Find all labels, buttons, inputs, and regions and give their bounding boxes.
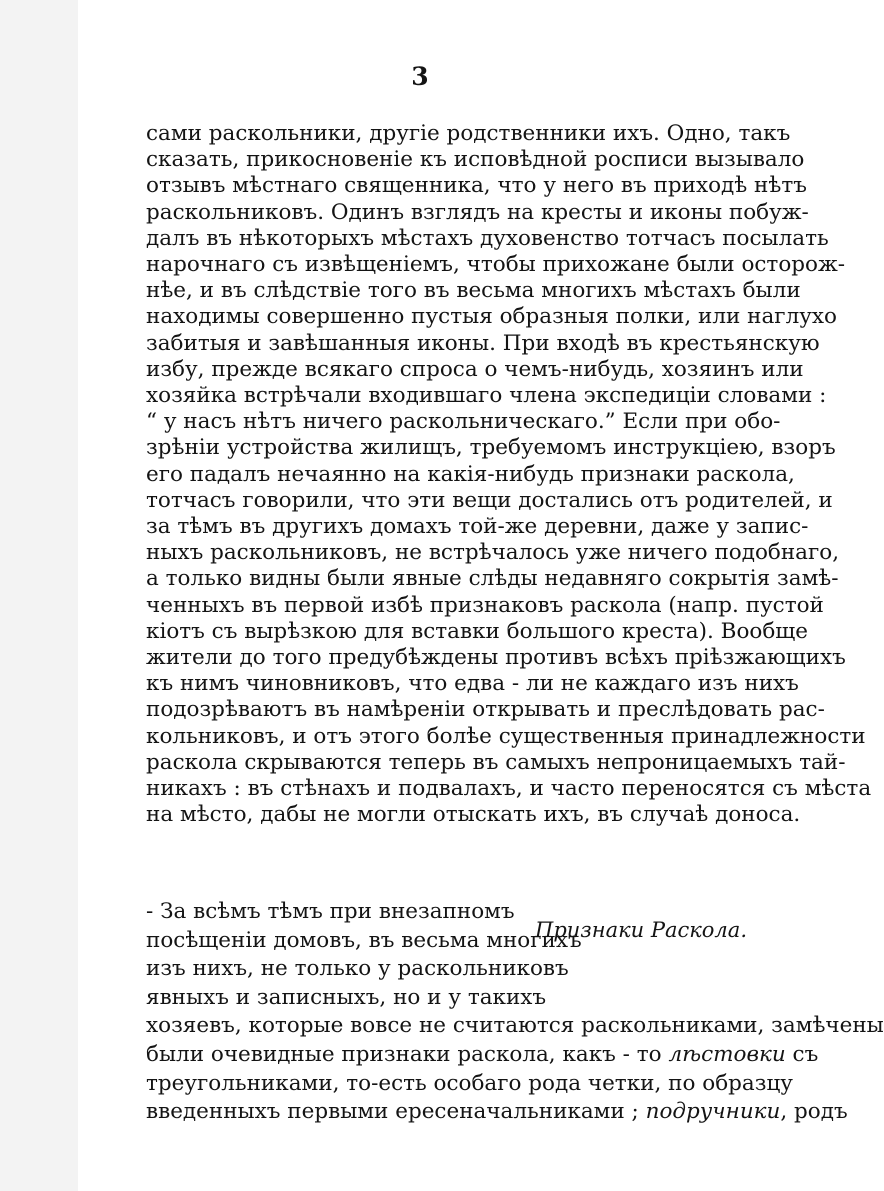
- text-line: кольниковъ, и отъ этого болѣе существенныя принадлежности: [146, 723, 866, 749]
- text-line: тотчасъ говорили, что эти вещи достались отъ родителей, и: [146, 487, 833, 513]
- text-line: [146, 1070, 793, 1099]
- page-number: 3: [411, 62, 429, 91]
- italic-term: подручники: [645, 1099, 781, 1125]
- text-line: “ у насъ нѣтъ ничего раскольническаго.” Если при обо-: [146, 409, 781, 435]
- text-line: къ нимъ чиновниковъ, что едва - ли не каждаго изъ нихъ: [146, 671, 799, 697]
- text-line: жители до того предубѣждены противъ всѣхъ пріѣзжающихъ: [146, 645, 846, 671]
- text-line: ныхъ раскольниковъ, не встрѣчалось уже ничего подобнаго,: [146, 540, 840, 566]
- text-line: зрѣніи устройства жилищъ, требуемомъ инструкціею, взоръ: [146, 435, 836, 461]
- text-line: изъ нихъ, не только у раскольниковъ: [146, 956, 569, 982]
- text-line: его падалъ нечаянно на какія-нибудь признаки раскола,: [146, 461, 795, 487]
- text-line: [146, 1012, 884, 1041]
- text-line: избу, прежде всякаго спроса о чемъ-нибудь, хозяинъ или: [146, 356, 804, 382]
- text-line: посѣщеніи домовъ, въ весьма многихъ: [146, 927, 582, 953]
- text-run: хозяевъ, которые вовсе не считаются раскольниками, замѣчены: [146, 1013, 884, 1039]
- text-line: нѣе, и въ слѣдствіе того въ весьма многихъ мѣстахъ были: [146, 278, 801, 304]
- text-run: введенныхъ первыми ересеначальниками ;: [146, 1099, 646, 1125]
- text-line: отзывъ мѣстнаго священника, что у него въ приходѣ нѣтъ: [146, 173, 807, 199]
- text-line: нарочнаго съ извѣщеніемъ, чтобы прихожане были осторож-: [146, 252, 846, 278]
- scan-margin: [0, 0, 78, 1191]
- text-line: [146, 1041, 819, 1070]
- text-line: сказать, прикосновеніе къ исповѣдной росписи вызывало: [146, 147, 805, 173]
- text-line: раскола скрываются теперь въ самыхъ непроницаемыхъ тай-: [146, 749, 846, 775]
- text-run: , родъ: [780, 1099, 848, 1125]
- paragraph-body: [146, 121, 872, 828]
- text-line: на мѣсто, дабы не могли отыскать ихъ, въ случаѣ доноса.: [146, 802, 801, 828]
- text-line: далъ въ нѣкоторыхъ мѣстахъ духовенство тотчасъ посылать: [146, 225, 829, 251]
- margin-note: Признаки Раскола.: [535, 918, 747, 942]
- text-line: хозяйка встрѣчали входившаго члена экспедиціи словами :: [146, 383, 827, 409]
- text-line: забитыя и завѣшанныя иконы. При входѣ въ крестьянскую: [146, 330, 820, 356]
- text-line: [146, 1098, 848, 1127]
- text-line: подозрѣваютъ въ намѣреніи открывать и преслѣдовать рас-: [146, 697, 825, 723]
- text-line: - За всѣмъ тѣмъ при внезапномъ: [146, 899, 515, 924]
- text-line: явныхъ и записныхъ, но и у такихъ: [146, 984, 547, 1010]
- text-run: были очевидные признаки раскола, какъ - то: [146, 1041, 669, 1067]
- text-line: сами раскольники, другіе родственники ихъ. Одно, такъ: [146, 121, 791, 146]
- text-line: а только видны были явные слѣды недавняго сокрытія замѣ-: [146, 566, 839, 592]
- text-line: кіотъ съ вырѣзкою для вставки большого креста). Вообще: [146, 618, 808, 644]
- text-line: находимы совершенно пустыя образныя полки, или наглухо: [146, 304, 837, 330]
- text-line: ченныхъ въ первой избѣ признаковъ раскола (напр. пустой: [146, 592, 824, 618]
- text-line: за тѣмъ въ другихъ домахъ той-же деревни, даже у запис-: [146, 514, 809, 540]
- text-line: никахъ : въ стѣнахъ и подвалахъ, и часто переносятся съ мѣста: [146, 776, 872, 802]
- text-run: треугольниками, то-есть особаго рода четки, по образцу: [146, 1070, 793, 1096]
- text-run: съ: [785, 1041, 819, 1067]
- italic-term: лѣстовки: [668, 1041, 786, 1067]
- text-line: раскольниковъ. Одинъ взглядъ на кресты и иконы побуж-: [146, 199, 809, 225]
